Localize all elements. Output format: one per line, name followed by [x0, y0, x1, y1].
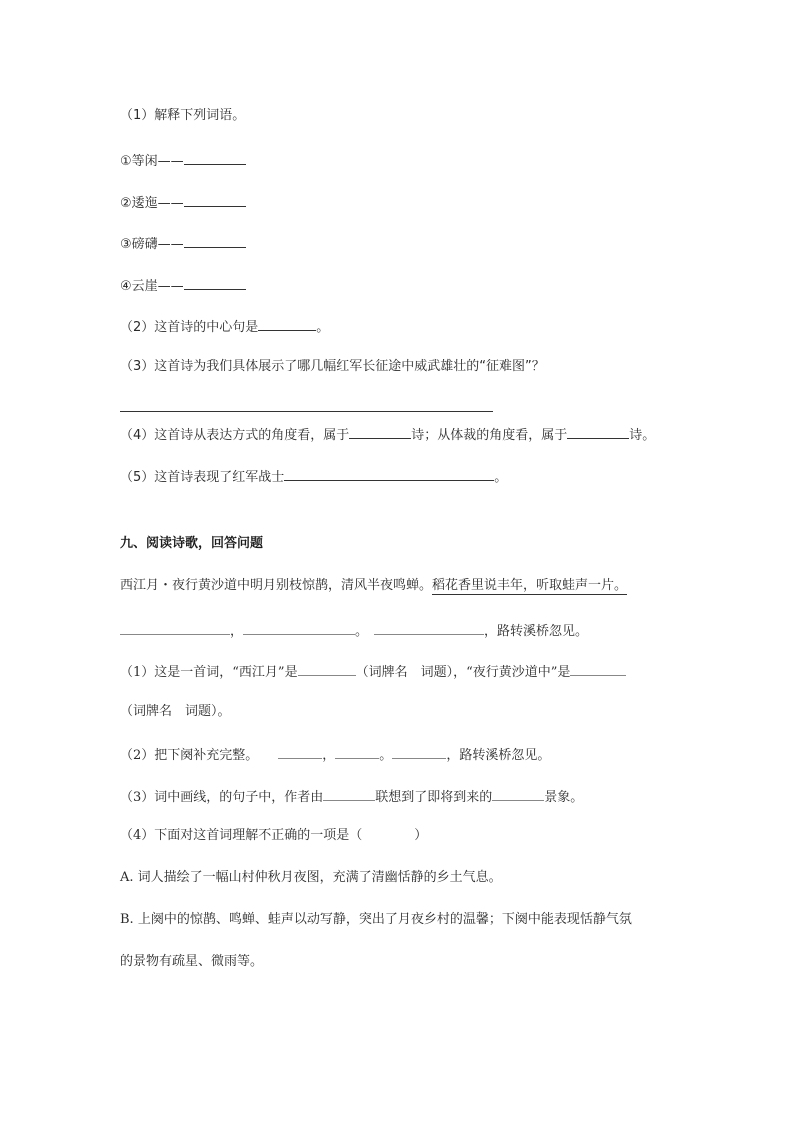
answer-blank[interactable]	[570, 662, 626, 676]
term-dash: ——	[157, 237, 184, 252]
answer-blank[interactable]	[184, 276, 246, 290]
punctuation: 。	[355, 624, 369, 639]
answer-blank[interactable]	[258, 317, 316, 331]
question-text: （4）这首诗从表达方式的角度看，属于	[120, 428, 350, 443]
question-suffix: 。	[316, 320, 330, 335]
option-label: A.	[120, 870, 134, 885]
option-label: B.	[120, 912, 134, 927]
s9-question-1-continued: （词牌名 词题）。	[120, 704, 231, 719]
term-dash: ——	[157, 196, 184, 211]
section-heading: 九、阅读诗歌，回答问题	[120, 536, 264, 551]
question-suffix: 诗。	[629, 428, 656, 443]
option-a[interactable]	[120, 870, 502, 886]
question-text: （词牌名 词题），“夜行黄沙道中”是	[355, 665, 571, 680]
answer-blank[interactable]	[184, 193, 246, 207]
term-marker: ②	[120, 196, 132, 211]
poem-text: 西江月・夜行黄沙道中明月别枝惊鹊，清风半夜鸣蝉。	[120, 578, 433, 593]
punctuation: ，	[230, 624, 244, 639]
answer-blank[interactable]	[184, 234, 246, 248]
poem-text: ，路转溪桥忽见。	[484, 624, 589, 639]
option-text: 上阕中的惊鹊、鸣蝉、蛙声以动写静，突出了月夜乡村的温馨；下阕中能表现恬静气氛	[137, 912, 632, 927]
term-marker: ④	[120, 279, 132, 294]
underlined-poem-text: 稻花香里说丰年，听取蛙声一片。	[432, 578, 628, 593]
answer-blank[interactable]	[567, 425, 629, 439]
question-5	[120, 467, 507, 486]
answer-line[interactable]	[120, 411, 493, 412]
answer-blank[interactable]	[243, 621, 355, 635]
punctuation: ，	[322, 748, 336, 763]
term-text: 逶迤	[131, 196, 158, 211]
answer-blank[interactable]	[349, 425, 411, 439]
answer-blank[interactable]	[323, 787, 375, 801]
term-text: 磅礴	[131, 237, 158, 252]
term-dash: ——	[157, 154, 184, 169]
question-text: （2）这首诗的中心句是	[120, 320, 259, 335]
option-b-continued: 的景物有疏星、微雨等。	[120, 954, 264, 969]
term-item-1	[120, 151, 246, 170]
term-marker: ③	[120, 237, 132, 252]
term-item-2	[120, 193, 246, 212]
term-dash: ——	[157, 279, 184, 294]
answer-blank[interactable]	[392, 745, 446, 759]
answer-blank[interactable]	[184, 151, 246, 165]
term-marker: ①	[120, 154, 132, 169]
question-text: 诗；从体裁的角度看，属于	[411, 428, 568, 443]
answer-blank[interactable]	[335, 745, 379, 759]
term-text: 等闲	[131, 154, 158, 169]
answer-blank[interactable]	[492, 787, 544, 801]
poem-line-1	[120, 578, 627, 594]
answer-blank[interactable]	[284, 467, 494, 481]
question-1-prompt: （1）解释下列词语。	[120, 108, 246, 123]
answer-blank[interactable]	[374, 621, 484, 635]
s9-question-1	[120, 662, 626, 681]
question-2	[120, 317, 329, 336]
answer-blank[interactable]	[298, 662, 356, 676]
answer-blank[interactable]	[120, 621, 230, 635]
s9-question-3	[120, 787, 583, 806]
question-text: 联想到了即将到来的	[375, 790, 493, 805]
question-suffix: 。	[494, 470, 508, 485]
question-4	[120, 425, 655, 444]
option-text: 词人描绘了一幅山村仲秋月夜图，充满了清幽恬静的乡土气息。	[137, 870, 502, 885]
question-text: （3）词中画线，的句子中，作者由	[120, 790, 324, 805]
term-item-4	[120, 276, 246, 295]
term-item-3	[120, 234, 246, 253]
s9-question-4: （4）下面对这首词理解不正确的一项是（ ）	[120, 828, 428, 843]
punctuation: 。	[379, 748, 393, 763]
option-b[interactable]	[120, 912, 632, 928]
question-suffix: 景象。	[544, 790, 584, 805]
question-3: （3）这首诗为我们具体展示了哪几幅红军长征途中威武雄壮的“征难图”？	[120, 359, 545, 374]
question-text: （5）这首诗表现了红军战士	[120, 470, 285, 485]
answer-blank[interactable]	[278, 745, 322, 759]
question-text: （2）把下阕补充完整。	[120, 748, 259, 763]
question-text: （1）这是一首词，“西江月”是	[120, 665, 298, 680]
term-text: 云崖	[131, 279, 158, 294]
s9-question-2	[120, 745, 550, 764]
poem-line-2	[120, 621, 588, 640]
question-text: ，路转溪桥忽见。	[446, 748, 551, 763]
